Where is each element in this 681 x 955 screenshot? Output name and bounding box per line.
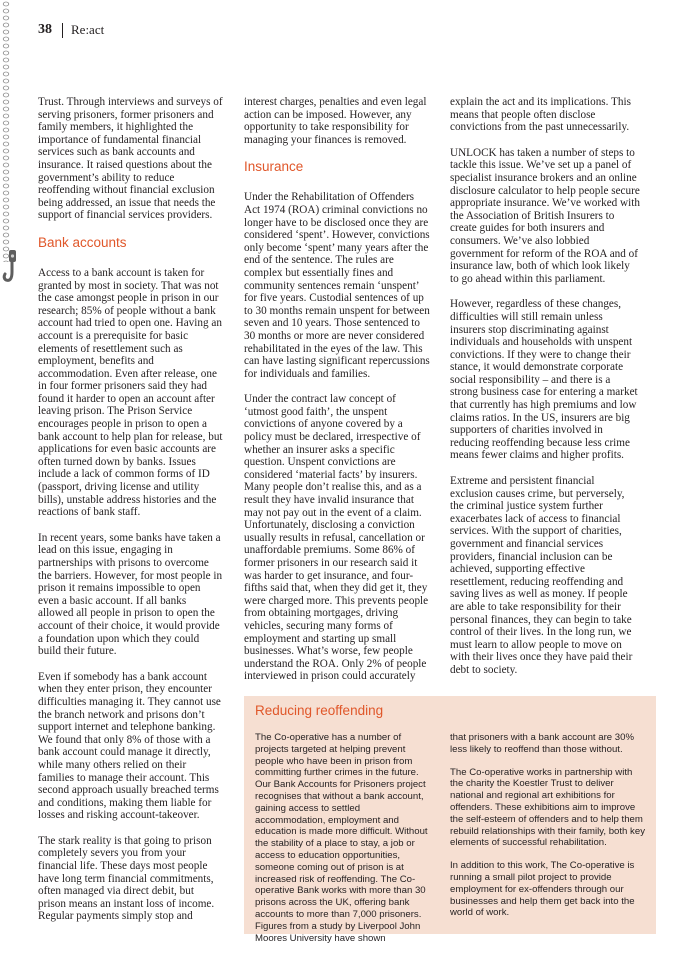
sidebar-paragraph: The Co-operative works in partnership with the charity the Koestler Trust to deliver national and regional art exhibitions for offenders. These exhibitions aim to improve the self-esteem of offenders and to help them rebuild relationships with their family, both key elements of successful rehabilitation. [450, 766, 645, 849]
hook-icon [2, 250, 24, 290]
paragraph: Access to a bank account is taken for granted by most in society. That was not the case amongst people in prison in our research; 85% of people without a bank account had tried to open one. Having an account is a prerequisite for basic elements of resettlement such as employment, benefits and accommodation. Even after release, one in four former prisoners said they had found it harder to open an account after leaving prison. The Prison Service encourages people in prison to open a bank account to help plan for release, but applications for even basic accounts are often turned down by banks. Issues include a lack of common forms of ID (passport, driving license and utility bills), unstable address histories and the reactions of bank staff. [38, 266, 223, 519]
article-column-2 [244, 96, 431, 696]
section-heading-bank-accounts: Bank accounts [38, 234, 127, 250]
paragraph: Even if somebody has a bank account when they enter prison, they encounter difficulties managing it. They cannot use the branch network and prisons don’t support internet and telephone banking. We found that only 8% of those with a bank account could manage it directly, while many others relied on their families to manage their account. This second approach usually breached terms and conditions, making them liable for losses and risking account-takeover. [38, 670, 221, 822]
paragraph: Trust. Through interviews and surveys of serving prisoners, former prisoners and family members, it highlighted the importance of fundamental financial services such as bank accounts and insurance. It raised questions about the government’s ability to reduce reoffending without financial exclusion being addressed, an issue that needs the support of financial services providers. [38, 96, 223, 222]
paragraph: UNLOCK has taken a number of steps to tackle this issue. We’ve set up a panel of specialist insurance brokers and an online disclosure calculator to help people secure appropriate insurance. We’ve worked with the Association of British Insurers to create guides for both insurers and consumers. We’ve also lobbied government for reform of the ROA and of insurance law, both of which look likely to go ahead within this parliament. [450, 146, 640, 285]
paragraph: explain the act and its implications. This means that people often disclose convictions from the past unnecessarily. [450, 96, 631, 134]
sidebar-title: Reducing reoffending [255, 703, 384, 718]
paragraph: The stark reality is that going to prison completely severs you from your financial life. These days most people have long term financial commitments, often managed via direct debit, but prison means an instant loss of income. Regular payments simply stop and [38, 834, 215, 923]
paragraph: However, regardless of these changes, difficulties will still remain unless insurers stop discriminating against individuals and households with unspent convictions. If they were to change their stance, it would demonstrate corporate social responsibility – and there is a strong business case for entering a market that currently has high premiums and low claims ratios. In the US, insurers are big supporters of charities involved in reducing reoffending because less crime means fewer claims and higher profits. [450, 298, 638, 462]
header-divider [62, 23, 63, 38]
paragraph: Under the contract law concept of ‘utmost good faith’, the unspent convictions of anyone covered by a policy must be declared, irrespective of whether an insurer asks a specific question. Unspent convictions are considered ‘material facts’ by insurers. Many people don’t realise this, and as a result they have invalid insurance that may not pay out in the event of a claim. Unfortunately, disclosing a conviction usually results in refusal, cancellation or unaffordable premiums. Some 86% of former prisoners in our research said it was harder to get insurance, and four-fifths said that, when they did get it, they were charged more. This prevents people from obtaining mortgages, driving vehicles, securing many forms of employment and starting up small businesses. What’s worse, few people understand the ROA. Only 2% of people interviewed in prison could accurately [244, 393, 429, 683]
section-heading-insurance: Insurance [244, 159, 304, 175]
page-header [38, 21, 104, 39]
chain-decoration [0, 0, 14, 262]
article-column-3 [450, 96, 640, 690]
sidebar-column-right [450, 732, 646, 930]
sidebar-column-left [255, 732, 429, 955]
publication-name: Re:act [71, 22, 105, 37]
paragraph: Under the Rehabilitation of Offenders Act 1974 (ROA) criminal convictions no longer have to be disclosed once they are considered ‘spent’. However, convictions only become ‘spent’ many years after the end of the sentence. The rules are complex but essentially fines and community sentences remain ‘unspent’ for five years. Custodial sentences of up to 30 months remain unspent for between seven and 10 years. Those sentenced to 30 months or more are never considered rehabilitated in the eyes of the law. This can have lasting significant repercussions for individuals and families. [244, 191, 430, 380]
sidebar-paragraph: The Co-operative has a number of projects targeted at helping prevent people who have been in prison from committing further crimes in the future. Our Bank Accounts for Prisoners project recognises that without a bank account, gaining access to settled accommodation, employment and education is made more difficult. Without the stability of a place to stay, a job or access to education opportunities, someone coming out of prison is at increased risk of reoffending. The Co-operative Bank works with more than 30 prisons across the UK, offering bank accounts to more than 7,000 prisoners. Figures from a study by Liverpool John Moores University have shown [255, 732, 428, 944]
article-column-1 [38, 96, 224, 936]
page-number: 38 [38, 22, 52, 37]
sidebar-paragraph: that prisoners with a bank account are 30% less likely to reoffend than those without. [450, 732, 634, 755]
sidebar-box-reducing-reoffending [244, 696, 656, 944]
paragraph: interest charges, penalties and even legal action can be imposed. However, any opportunity to take responsibility for managing your finances is removed. [244, 96, 427, 146]
paragraph: In recent years, some banks have taken a lead on this issue, engaging in partnerships with prisons to overcome the barriers. However, for most people in prison it remains impossible to open even a basic account. If all banks allowed all people in prison to open the account of their choice, it would provide a foundation upon which they could build their future. [38, 531, 223, 658]
sidebar-paragraph: In addition to this work, The Co-operative is running a small pilot project to provide employment for ex-offenders through our businesses and help them get back into the world of work. [450, 860, 635, 919]
paragraph: Extreme and persistent financial exclusion causes crime, but perversely, the criminal justice system further exacerbates lack of access to financial services. With the support of charities, government and financial services providers, financial inclusion can be achieved, supporting effective resettlement, reducing reoffending and saving lives as well as money. If people are able to take responsibility for their personal finances, they can begin to take control of their lives. In the long run, we must learn to allow people to move on with their lives once they have paid their debt to society. [450, 475, 633, 676]
